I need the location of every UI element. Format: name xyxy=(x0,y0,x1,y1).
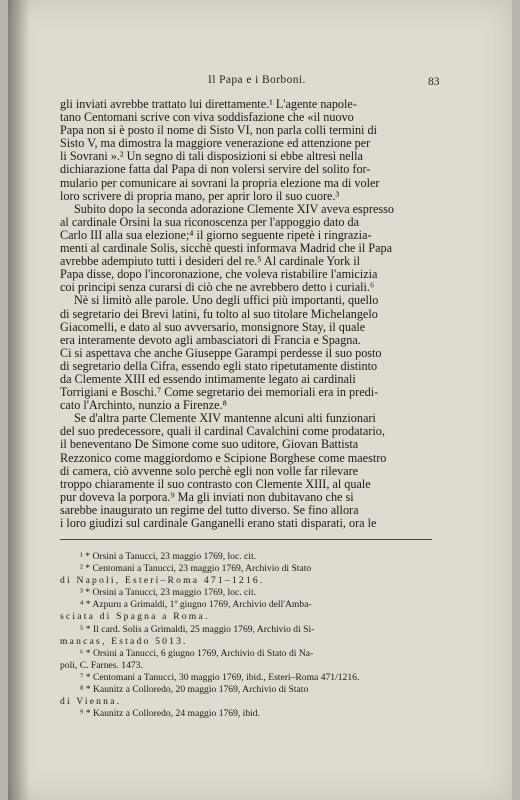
body-line: di segretario della Cifra, essendo egli stato ripetutamente distinto xyxy=(60,359,378,373)
body-line: Rezzonico come maggiordomo e Scipione Borghese come maestro xyxy=(60,451,387,465)
page-header xyxy=(8,74,512,90)
body-line: i loro giudizi sul cardinale Ganganelli erano stati disparati, ora le xyxy=(60,517,377,530)
body-line: Carlo III alla sua elezione;⁴ il giorno seguente ripetè i ringrazia- xyxy=(60,228,372,242)
footnote-line: ⁶ * Orsini a Tanucci, 6 giugno 1769, Archivio di Stato di Na- xyxy=(80,647,314,659)
footnote-line: poli, C. Farnes. 1473. xyxy=(60,659,143,671)
body-line: avrebbe adempiuto tutti i desideri del re.⁵ Al cardinale York il xyxy=(60,255,361,269)
footnote-line: ⁸ * Kaunitz a Colloredo, 20 maggio 1769, Archivio di Stato xyxy=(80,684,309,696)
running-title: Il Papa e i Borboni. xyxy=(208,74,306,86)
footnote-rule xyxy=(60,539,432,540)
body-line: gli inviati avrebbe trattato lui direttamente.¹ L'agente napole- xyxy=(60,98,357,111)
body-line: Subito dopo la seconda adorazione Clemente XIV aveva espresso xyxy=(74,202,394,216)
body-line: dichiarazione fatta dal Papa di non volersi servire del solito for- xyxy=(60,163,371,177)
body-line: mulario per comunicare ai sovrani la propria elezione ma di voler xyxy=(60,176,380,190)
body-line: Nè si limitò alle parole. Uno degli uffici più importanti, quello xyxy=(74,294,379,308)
body-line: Giacomelli, e dato al suo avversario, monsignore Stay, il quale xyxy=(60,320,366,334)
body-text xyxy=(60,98,432,530)
body-line: di segretario dei Brevi latini, fu tolto al suo titolare Michelangelo xyxy=(60,307,378,321)
gutter-shadow xyxy=(8,0,30,800)
body-line: sarebbe inaugurato un regime del tutto diverso. Se fino allora xyxy=(60,503,359,517)
body-line: troppo chiaramente il suo contrasto con Clemente XIII, al quale xyxy=(60,477,371,491)
footnote-line: ⁵ * Il card. Solis a Grimaldi, 25 maggio 1769, Archivio di Si- xyxy=(80,623,315,635)
body-line: era interamente devoto agli ambasciatori di Francia e Spagna. xyxy=(60,333,361,347)
body-line: Ci si aspettava che anche Giuseppe Garampi perdesse il suo posto xyxy=(60,346,382,360)
body-line: da Clemente XIII ed essendo intimamente legato ai cardinali xyxy=(60,372,356,386)
body-line: di camera, ciò avvenne solo perchè egli non volle far rilevare xyxy=(60,464,359,478)
body-line: il beneventano De Simone come suo uditore, Giovan Battista xyxy=(60,438,359,452)
body-line: Papa non si è posto il nome di Sisto VI, non parla colli termini di xyxy=(60,124,377,138)
body-line: Se d'altra parte Clemente XIV mantenne alcuni alti funzionari xyxy=(74,412,376,426)
body-line: Sisto V, ma dimostra la maggiore venerazione ed attenzione per xyxy=(60,137,371,151)
footnote-line: ⁹ * Kaunitz a Colloredo, 24 maggio 1769, ibid. xyxy=(80,708,261,720)
body-line: cato l'Archinto, nunzio a Firenze.⁸ xyxy=(60,399,227,413)
body-line: li Sovrani ».² Un segno di tali disposizioni si ebbe altresì nella xyxy=(60,150,363,164)
body-line: coi principi senza curarsi di ciò che ne avrebbero detto i curiali.⁶ xyxy=(60,281,375,295)
page-number: 83 xyxy=(428,76,440,88)
footnote-line: ⁴ * Azpuru a Grimaldi, 1º giugno 1769, Archivio dell'Amba- xyxy=(80,599,312,611)
body-line: loro scrivere di propria mano, per aprir loro il suo cuore.³ xyxy=(60,189,340,203)
footnotes xyxy=(60,551,432,720)
footnote-line: ² * Centomani a Tanucci, 23 maggio 1769, Archivio di Stato xyxy=(80,563,312,575)
book-page xyxy=(8,0,512,800)
footnote-line: ¹ * Orsini a Tanucci, 23 maggio 1769, loc. cit. xyxy=(80,551,257,562)
body-line: del suo predecessore, quali il cardinal Cavalchini come prodatario, xyxy=(60,425,385,439)
footnote-line: di Napoli, Esteri–Roma 471–1216. xyxy=(60,575,265,587)
footnote-line: di Vienna. xyxy=(60,696,122,708)
footnote-line: ⁷ * Centomani a Tanucci, 30 maggio 1769, ibid., Esteri–Roma 471/1216. xyxy=(80,671,360,683)
footnote-line: sciata di Spagna a Roma. xyxy=(60,611,210,623)
footnote-line: mancas, Estado 5013. xyxy=(60,635,188,647)
body-line: menti al cardinale Solis, sicchè questi informava Madrid che il Papa xyxy=(60,242,393,256)
footnote-line: ³ * Orsini a Tanucci, 23 maggio 1769, loc. cit. xyxy=(80,587,257,599)
body-line: tano Centomani scrive con viva soddisfazione che «il nuovo xyxy=(60,111,354,125)
body-line: Torrigiani e Boschi.⁷ Come segretario dei memoriali era in predi- xyxy=(60,386,379,400)
body-line: pur doveva la porpora.⁹ Ma gli inviati non dubitavano che si xyxy=(60,490,354,504)
body-line: Papa disse, dopo l'incoronazione, che voleva ristabilire l'amicizia xyxy=(60,268,378,282)
body-line: al cardinale Orsini la sua riconoscenza per l'appoggio dato da xyxy=(60,215,359,229)
